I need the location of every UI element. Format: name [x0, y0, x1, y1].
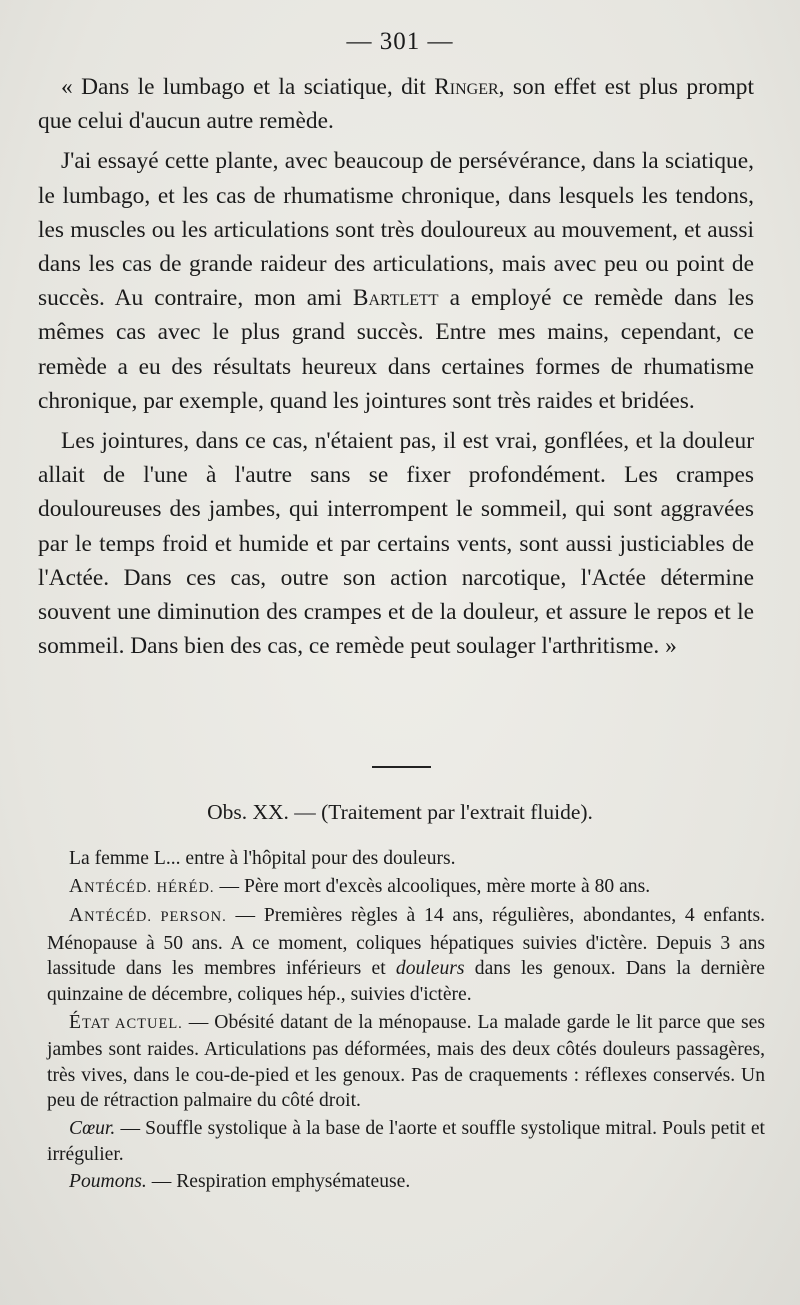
personal-text-a: — Premières règles à 14 ans, régulières, abondantes, 4 enfants. Ménopause à 50 ans. A ce moment, coliques hépatiques suivies d'ictère. Depuis 3 ans lassitude dans les membres inférieurs et [47, 905, 765, 980]
section-divider [372, 766, 431, 768]
current-state-label: ÉTAT ACTUEL. [69, 1011, 183, 1033]
current-state-text: — Obésité datant de la ménopause. La malade garde le lit parce que ses jambes sont raides. Articulations pas déformées, mais des deux côtés douleurs passagères, très vives, dans le cou-de-pied et les genoux. Pas de craquements : réflexes conservés. Un peu de rétraction palmaire du côté droit. [47, 1011, 765, 1112]
p1-text-open: « Dans le lumbago et la sciatique, dit [61, 74, 435, 100]
lung-label: Poumons. [69, 1171, 147, 1193]
personal-history [47, 903, 765, 1007]
current-state [47, 1010, 765, 1114]
personal-emphasis: douleurs [395, 958, 465, 980]
hereditary-text: — Père mort d'excès alcooliques, mère morte à 80 ans. [214, 875, 651, 897]
p1-text-close: , son effet est plus prompt que celui d'aucun autre remède. [38, 74, 754, 135]
case-report [47, 846, 765, 1197]
p2-text-b: a employé ce remède dans les mêmes cas avec le plus grand succès. Entre mes mains, cependant, ce remède a eu des résultats heureux dans certaines formes de rhumatisme chronique, par exemple, quand les jointures sont très raides et bridées. [38, 285, 754, 414]
paragraph-2 [38, 144, 754, 418]
author-bartlett: Bartlett [352, 285, 439, 312]
page-number: — 301 — [346, 28, 454, 55]
quoted-passage [38, 70, 754, 669]
hereditary-history [47, 874, 765, 902]
p2-text-a: J'ai essayé cette plante, avec beaucoup de persévérance, dans la sciatique, le lumbago, et les cas de rhumatisme chronique, dans lesquels les tendons, les muscles ou les articulations sont très douloureux au mouvement, et aussi dans les cas de grande raideur des articulations, mais avec peu ou point de succès. Au contraire, mon ami [38, 148, 754, 312]
hereditary-label: ANTÉCÉD. HÉRÉD. [69, 875, 215, 897]
paragraph-1 [38, 70, 754, 138]
personal-label: ANTÉCÉD. PERSON. [69, 905, 227, 927]
author-ringer: Ringer [434, 74, 499, 100]
heart-label: Cœur. [69, 1117, 116, 1139]
observation-title: Obs. XX. — (Traitement par l'extrait fluide). [207, 800, 593, 824]
personal-text-b: dans les genoux. Dans la dernière quinzaine de décembre, coliques hép., suivies d'ictère. [47, 958, 765, 1005]
heart-text: — Souffle systolique à la base de l'aorte et souffle systolique mitral. Pouls petit et irrégulier. [47, 1117, 765, 1165]
case-intro: La femme L... entre à l'hôpital pour des douleurs. [69, 848, 456, 869]
heart-findings [47, 1116, 765, 1167]
lung-findings [47, 1169, 765, 1195]
paragraph-3: Les jointures, dans ce cas, n'étaient pas, il est vrai, gonflées, et la douleur allait de l'une à l'autre sans se fixer profondément. Les crampes douloureuses des jambes, qui interrompent le sommeil, qui sont aggravées par le temps froid et humide et par certains vents, sont aussi justiciables de l'Actée. Dans ces cas, outre son action narcotique, l'Actée détermine souvent une diminution des crampes et de la douleur, et assure le repos et le sommeil. Dans bien des cas, ce remède peut soulager l'arthritisme. » [38, 428, 754, 660]
lung-text: — Respiration emphysémateuse. [146, 1171, 411, 1193]
